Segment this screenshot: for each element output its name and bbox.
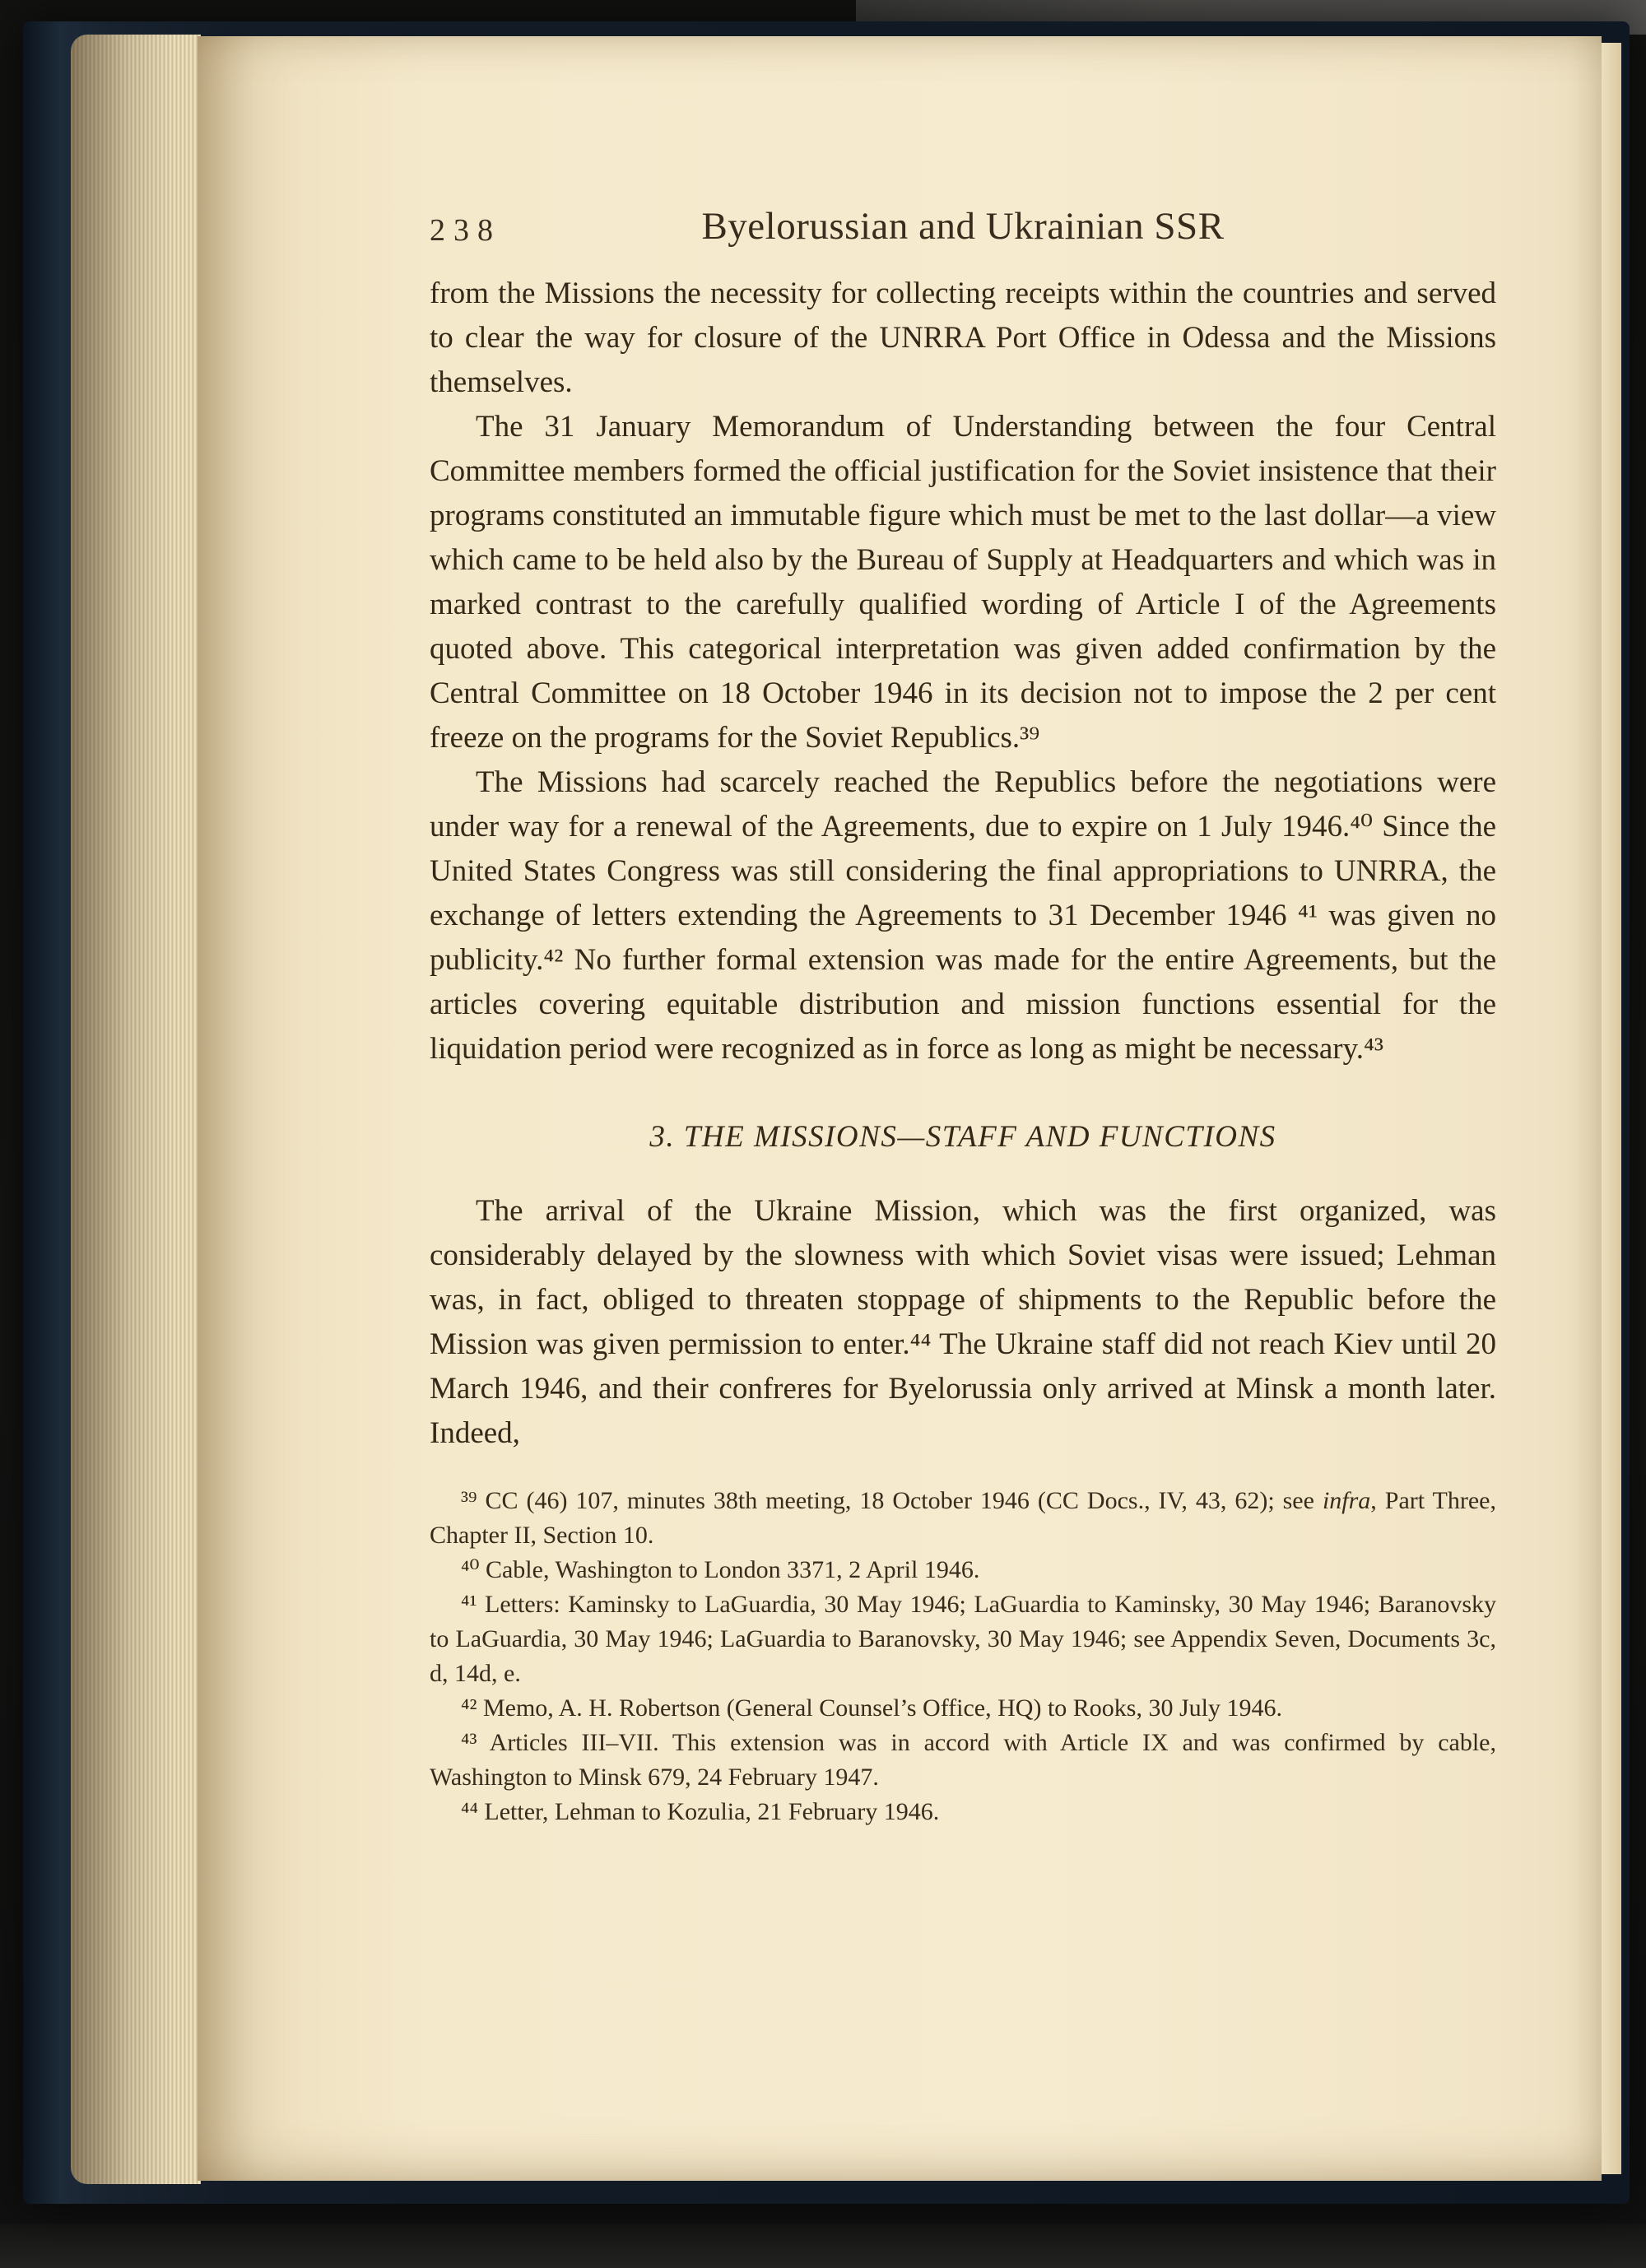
page-text-block	[430, 204, 1496, 1829]
footnote: ⁴¹ Letters: Kaminsky to LaGuardia, 30 May 1946; LaGuardia to Kaminsky, 30 May 1946; Baranovsky to LaGuardia, 30 May 1946; LaGuardia to Baranovsky, 30 May 1946; see Appendix Seven, Documents 3c, d, 14d, e.	[430, 1591, 1496, 1687]
book-cover	[23, 21, 1630, 2204]
footnote	[430, 1484, 1496, 1553]
paragraph: The Missions had scarcely reached the Republics before the negotiations were under way for a renewal of the Agreements, due to expire on 1 July 1946.⁴⁰ Since the United States Congress was still considering the final appropriations to UNRRA, the exchange of letters extending the Agreements to 31 December 1946 ⁴¹ was given no publicity.⁴² No further formal extension was made for the entire Agreements, but the articles covering equitable distribution and mission functions essential for the liquidation period were recognized as in force as long as might be necessary.⁴³	[430, 765, 1496, 1066]
page-edges-left	[71, 35, 201, 2184]
footnote: ⁴⁰ Cable, Washington to London 3371, 2 April 1946.	[461, 1556, 980, 1583]
running-title: Byelorussian and Ukrainian SSR	[701, 205, 1225, 248]
paragraph: The arrival of the Ukraine Mission, which was the first organized, was considerably delayed by the slowness with which Soviet visas were issued; Lehman was, in fact, obliged to threaten stoppage of shipments to the Republic before the Mission was given permission to enter.⁴⁴ The Ukraine staff did not reach Kiev until 20 March 1946, and their confreres for Byelorussia only arrived at Minsk a month later. Indeed,	[430, 1194, 1496, 1450]
footnote-text: , Part Three, Chapter II, Section 10.	[430, 1487, 1497, 1549]
page-number: 238	[430, 213, 501, 248]
footnote: ⁴³ Articles III–VII. This extension was in accord with Article IX and was confirmed by cable, Washington to Minsk 679, 24 February 1947.	[430, 1729, 1496, 1791]
running-head	[430, 204, 1496, 252]
footnote: ⁴² Memo, A. H. Robertson (General Counsel’s Office, HQ) to Rooks, 30 July 1946.	[461, 1694, 1282, 1722]
footnote-text-italic: infra	[1322, 1487, 1371, 1514]
paragraph: from the Missions the necessity for collecting receipts within the countries and served to clear the way for closure of the UNRRA Port Office in Odessa and the Missions themselves.	[430, 277, 1496, 399]
section-heading: 3. THE MISSIONS—STAFF AND FUNCTIONS	[649, 1120, 1276, 1154]
footnote-text: ³⁹ CC (46) 107, minutes 38th meeting, 18 October 1946 (CC Docs., IV, 43, 62); see	[461, 1487, 1323, 1514]
backdrop-bottom	[0, 2224, 1646, 2268]
footnote: ⁴⁴ Letter, Lehman to Kozulia, 21 February 1946.	[461, 1798, 940, 1825]
book-page	[198, 36, 1602, 2181]
facing-page-edge	[1598, 43, 1621, 2174]
paragraph: The 31 January Memorandum of Understanding between the four Central Committee members formed the official justification for the Soviet insistence that their programs constituted an immutable figure which must be met to the last dollar—a view which came to be held also by the Bureau of Supply at Headquarters and which was in marked contrast to the carefully qualified wording of Article I of the Agreements quoted above. This categorical interpretation was given added confirmation by the Central Committee on 18 October 1946 in its decision not to impose the 2 per cent freeze on the programs for the Soviet Republics.³⁹	[430, 410, 1496, 755]
footnotes	[430, 1484, 1496, 1829]
